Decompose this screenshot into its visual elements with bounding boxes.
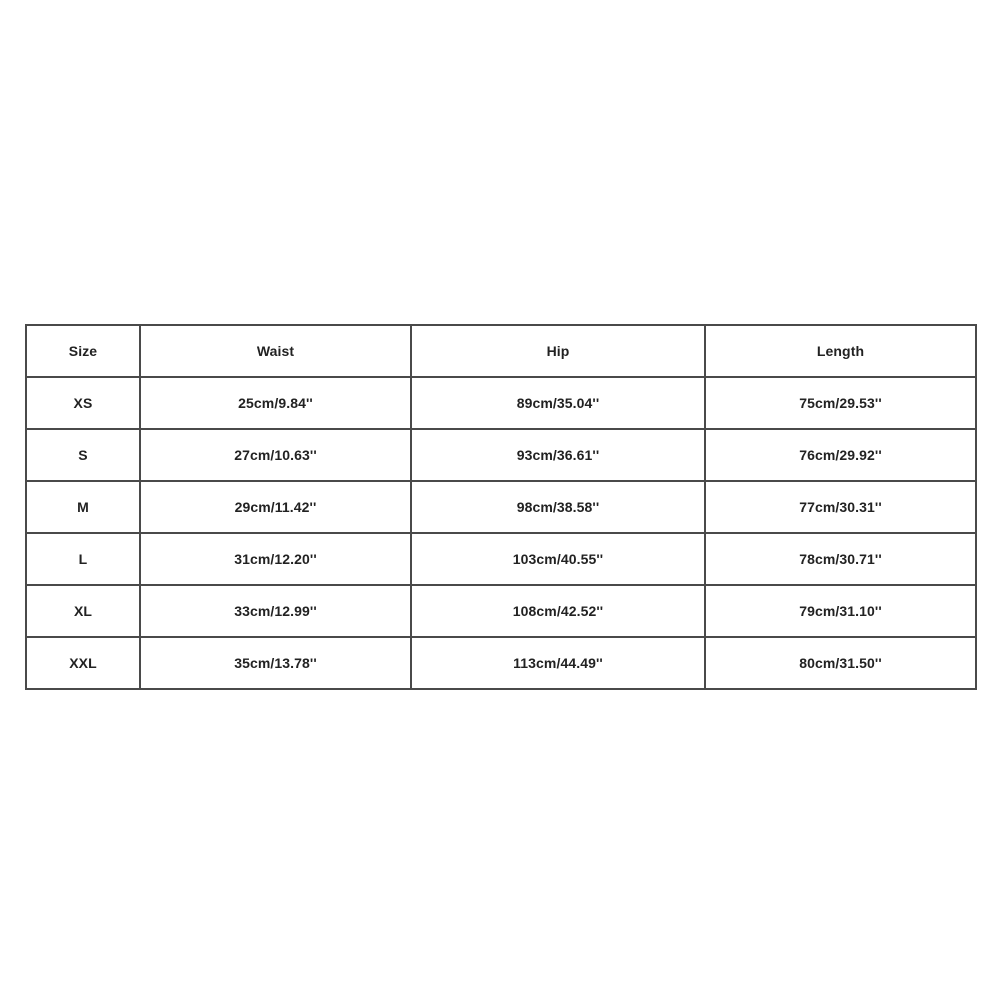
length-cell: 77cm/30.31'' (705, 481, 976, 533)
hip-cell: 89cm/35.04'' (411, 377, 705, 429)
table-row (26, 429, 976, 481)
waist-cell: 31cm/12.20'' (140, 533, 411, 585)
hip-cell: 103cm/40.55'' (411, 533, 705, 585)
size-cell: XXL (26, 637, 140, 689)
length-cell: 79cm/31.10'' (705, 585, 976, 637)
hip-cell: 108cm/42.52'' (411, 585, 705, 637)
table-row (26, 585, 976, 637)
header-size: Size (26, 325, 140, 377)
size-cell: XL (26, 585, 140, 637)
size-chart-table (25, 324, 977, 690)
size-cell: S (26, 429, 140, 481)
waist-cell: 27cm/10.63'' (140, 429, 411, 481)
waist-cell: 25cm/9.84'' (140, 377, 411, 429)
length-cell: 78cm/30.71'' (705, 533, 976, 585)
waist-cell: 29cm/11.42'' (140, 481, 411, 533)
table-row (26, 533, 976, 585)
hip-cell: 113cm/44.49'' (411, 637, 705, 689)
header-waist: Waist (140, 325, 411, 377)
size-cell: M (26, 481, 140, 533)
header-hip: Hip (411, 325, 705, 377)
table-header-row (26, 325, 976, 377)
length-cell: 76cm/29.92'' (705, 429, 976, 481)
hip-cell: 93cm/36.61'' (411, 429, 705, 481)
waist-cell: 35cm/13.78'' (140, 637, 411, 689)
table-row (26, 481, 976, 533)
table-row (26, 377, 976, 429)
table-row (26, 637, 976, 689)
header-length: Length (705, 325, 976, 377)
length-cell: 75cm/29.53'' (705, 377, 976, 429)
hip-cell: 98cm/38.58'' (411, 481, 705, 533)
size-cell: L (26, 533, 140, 585)
length-cell: 80cm/31.50'' (705, 637, 976, 689)
size-cell: XS (26, 377, 140, 429)
waist-cell: 33cm/12.99'' (140, 585, 411, 637)
